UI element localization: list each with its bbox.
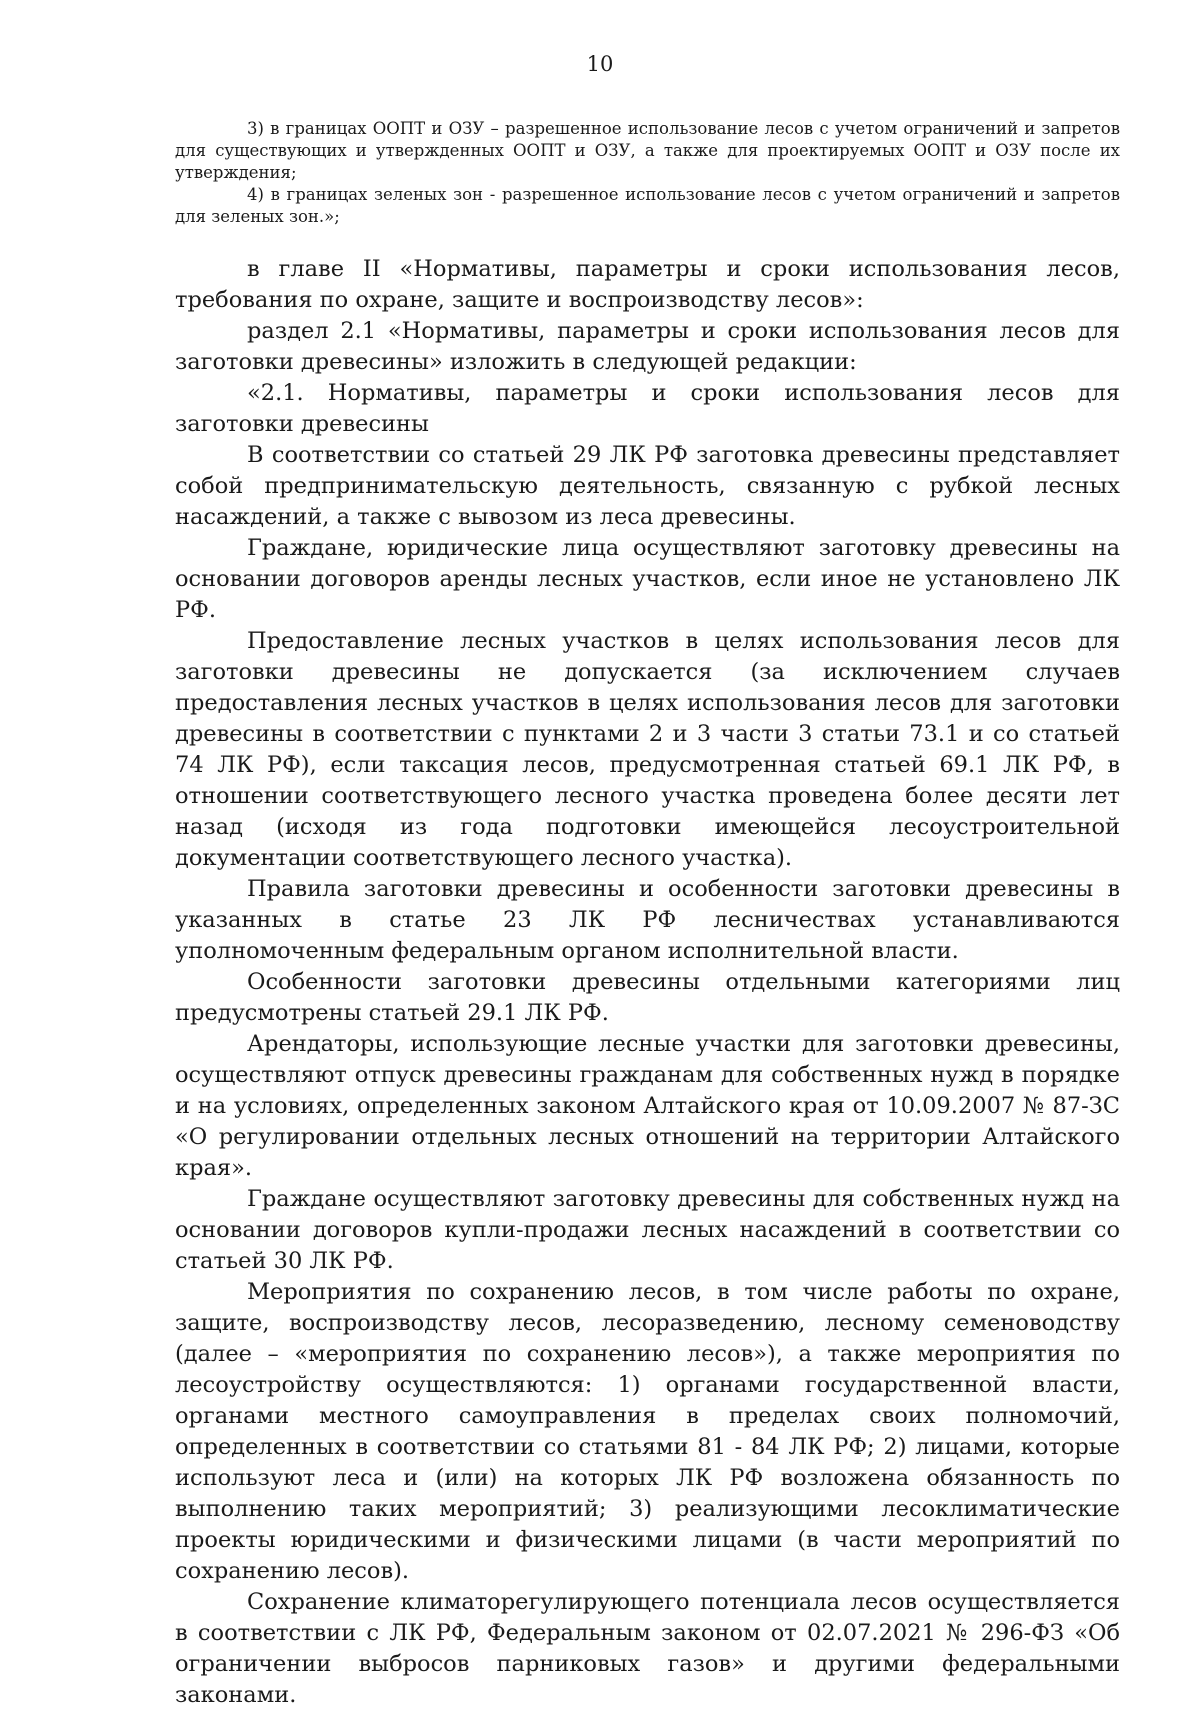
paragraph: Особенности заготовки древесины отдельными категориями лиц предусмотрены статьей 29.1 ЛК РФ. xyxy=(175,969,1120,1026)
paragraph: Граждане, юридические лица осуществляют заготовку древесины на основании договоров аренды лесных участков, если иное не установлено ЛК РФ. xyxy=(175,535,1120,623)
paragraph: Мероприятия по сохранению лесов, в том числе работы по охране, защите, воспроизводству лесов, лесоразведению, лесному семеноводству (далее – «мероприятия по сохранению лесов»), а также мероприятия по лесоустройству осуществляются: 1) органами государственной власти, органами местного самоуправления в пределах своих полномочий, определенных в соответствии со статьями 81 - 84 ЛК РФ; 2) лицами, которые используют леса и (или) на которых ЛК РФ возложена обязанность по выполнению таких мероприятий; 3) реализующими лесоклиматические проекты юридическими и физическими лицами (в части мероприятий по сохранению лесов). xyxy=(175,1279,1120,1584)
section-instruction: раздел 2.1 «Нормативы, параметры и сроки использования лесов для заготовки древесины» изложить в следующей редакции: xyxy=(175,318,1120,375)
page-number: 10 xyxy=(586,52,614,76)
paragraph: Сохранение климаторегулирующего потенциала лесов осуществляется в соответствии с ЛК РФ, Федеральным законом от 02.07.2021 № 296-ФЗ «Об ограничении выбросов парниковых газов» и другими федеральными законами. xyxy=(175,1589,1120,1708)
main-text xyxy=(175,254,1120,1711)
amendment-item-4: 4) в границах зеленых зон - разрешенное использование лесов с учетом ограничений и запретов для зеленых зон.»; xyxy=(175,185,1120,226)
paragraph: В соответствии со статьей 29 ЛК РФ заготовка древесины представляет собой предпринимательскую деятельность, связанную с рубкой лесных насаждений, а также с вывозом из леса древесины. xyxy=(175,442,1120,530)
paragraph: Арендаторы, использующие лесные участки для заготовки древесины, осуществляют отпуск древесины гражданам для собственных нужд в порядке и на условиях, определенных законом Алтайского края от 10.09.2007 № 87-ЗС «О регулировании отдельных лесных отношений на территории Алтайского края». xyxy=(175,1031,1120,1181)
amendment-item-3: 3) в границах ООПТ и ОЗУ – разрешенное использование лесов с учетом ограничений и запретов для существующих и утвержденных ООПТ и ОЗУ, а также для проектируемых ООПТ и ОЗУ после их утверждения; xyxy=(175,119,1120,182)
paragraph: Правила заготовки древесины и особенности заготовки древесины в указанных в статье 23 ЛК РФ лесничествах устанавливаются уполномоченным федеральным органом исполнительной власти. xyxy=(175,876,1120,964)
chapter-intro: в главе II «Нормативы, параметры и сроки использования лесов, требования по охране, защите и воспроизводству лесов»: xyxy=(175,256,1120,313)
amendment-list xyxy=(175,118,1120,228)
paragraph: Граждане осуществляют заготовку древесины для собственных нужд на основании договоров купли-продажи лесных насаждений в соответствии со статьей 30 ЛК РФ. xyxy=(175,1186,1120,1274)
paragraph: Предоставление лесных участков в целях использования лесов для заготовки древесины не допускается (за исключением случаев предоставления лесных участков в целях использования лесов для заготовки древесины в соответствии с пунктами 2 и 3 части 3 статьи 73.1 и со статьей 74 ЛК РФ), если таксация лесов, предусмотренная статьей 69.1 ЛК РФ, в отношении соответствующего лесного участка проведена более десяти лет назад (исходя из года подготовки имеющейся лесоустроительной документации соответствующего лесного участка). xyxy=(175,628,1120,871)
section-heading: «2.1. Нормативы, параметры и сроки использования лесов для заготовки древесины xyxy=(175,380,1120,437)
